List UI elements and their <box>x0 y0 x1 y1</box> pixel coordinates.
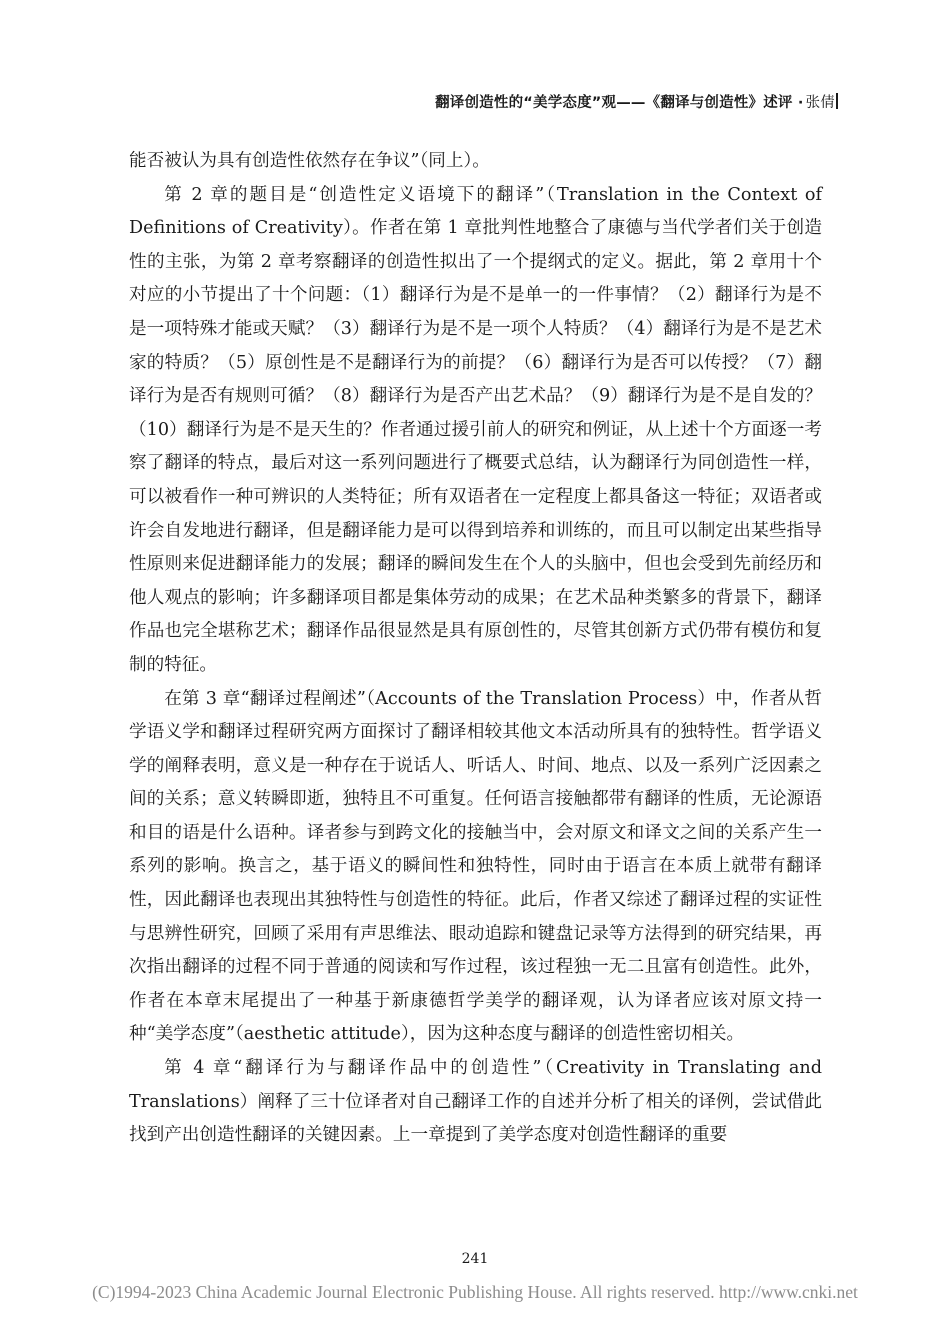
paragraph-chapter-3: 在第 3 章“翻译过程阐述”（Accounts of the Translation Process）中，作者从哲学语义学和翻译过程研究两方面探讨了翻译相较其他文本活动所具有的独特性。哲学语义学的阐释表明，意义是一种存在于说话人、听话人、时间、地点、以及一系列广泛因素之间的关系；意义转瞬即逝，独特且不可重复。任何语言接触都带有翻译的性质，无论源语和目的语是什么语种。译者参与到跨文化的接触当中，会对原文和译文之间的关系产生一系列的影响。换言之，基于语义的瞬间性和独特性，同时由于语言在本质上就带有翻译性，因此翻译也表现出其独特性与创造性的特征。此后，作者又综述了翻译过程的实证性与思辨性研究，回顾了采用有声思维法、眼动追踪和键盘记录等方法得到的研究结果，再次指出翻译的过程不同于普通的阅读和写作过程，该过程独一无二且富有创造性。此外，作者在本章末尾提出了一种基于新康德哲学美学的翻译观，认为译者应该对原文持一种“美学态度”（aesthetic attitude），因为这种态度与翻译的创造性密切相关。 <box>129 688 822 1045</box>
paragraph-chapter-2: 第 2 章的题目是“创造性定义语境下的翻译”（Translation in the Context of Definitions of Creativity）。作者在第 1 章批判性地整合了康德与当代学者们关于创造性的主张，为第 2 章考察翻译的创造性拟出了一个提纲式的定义。据此，第 2 章用十个对应的小节提出了十个问题：（1）翻译行为是不是单一的一件事情？（2）翻译行为是不是一项特殊才能或天赋？（3）翻译行为是不是一项个人特质？（4）翻译行为是不是艺术家的特质？（5）原创性是不是翻译行为的前提？（6）翻译行为是否可以传授？（7）翻译行为是否有规则可循？（8）翻译行为是否产出艺术品？（9）翻译行为是不是自发的？（10）翻译行为是不是天生的？作者通过援引前人的研究和例证，从上述十个方面逐一考察了翻译的特点，最后对这一系列问题进行了概要式总结，认为翻译行为同创造性一样，可以被看作一种可辨识的人类特征；所有双语者在一定程度上都具备这一特征；双语者或许会自发地进行翻译，但是翻译能力是可以得到培养和训练的，而且可以制定出某些指导性原则来促进翻译能力的发展；翻译的瞬间发生在个人的头脑中，但也会受到先前经历和他人观点的影响；许多翻译项目都是集体劳动的成果；在艺术品种类繁多的背景下，翻译作品也完全堪称艺术；翻译作品很显然是具有原创性的，尽管其创新方式仍带有模仿和复制的特征。 <box>129 184 822 675</box>
running-head <box>435 91 835 112</box>
running-head-divider <box>836 93 838 109</box>
running-head-title: 翻译创造性的“美学态度”观——《翻译与创造性》述评 · <box>435 95 804 111</box>
copyright-line: (C)1994-2023 China Academic Journal Electronic Publishing House. All rights reserved. http://www.cnki.net <box>92 1282 858 1302</box>
paragraph-chapter-4: 第 4 章“翻译行为与翻译作品中的创造性”（Creativity in Translating and Translations）阐释了三十位译者对自己翻译工作的自述并分析了相关的译例，尝试借此找到产出创造性翻译的关键因素。上一章提到了美学态度对创造性翻译的重要 <box>129 1058 822 1146</box>
running-head-author: 张倩 <box>805 95 835 111</box>
article-body <box>129 145 822 1153</box>
page-number: 241 <box>461 1251 489 1267</box>
paragraph-continuation: 能否被认为具有创造性依然存在争议”（同上）。 <box>129 151 490 171</box>
